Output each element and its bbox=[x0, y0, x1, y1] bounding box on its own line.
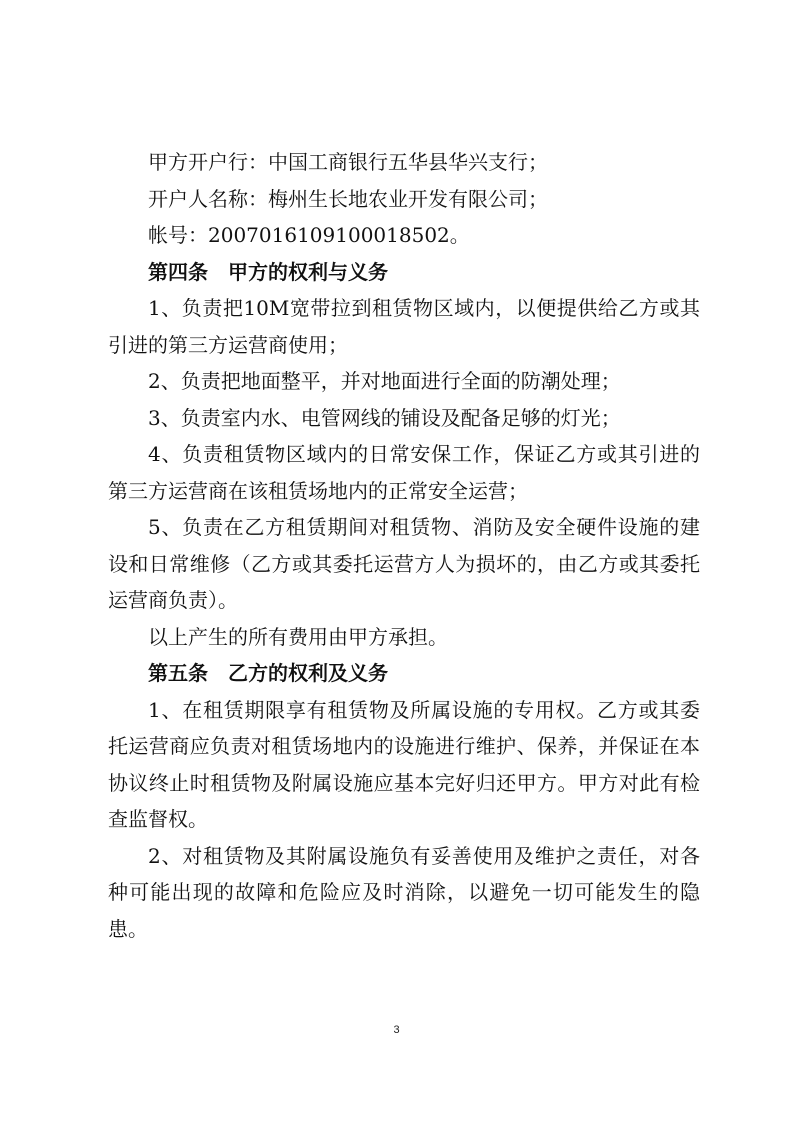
article-4-cost-note: 以上产生的所有费用由甲方承担。 bbox=[148, 624, 448, 649]
article-5-heading: 第五条 乙方的权利及义务 bbox=[148, 661, 388, 685]
article-4-item-3: 3、负责室内水、电管网线的铺设及配备足够的灯光； bbox=[148, 405, 621, 430]
page-number: 3 bbox=[393, 1024, 400, 1036]
bank-line: 甲方开户行：中国工商银行五华县华兴支行； bbox=[148, 150, 548, 174]
account-name-line: 开户人名称：梅州生长地农业开发有限公司； bbox=[148, 186, 548, 211]
article-4-heading: 第四条 甲方的权利与义务 bbox=[148, 259, 388, 284]
account-number-line: 帐号：2007016109100018502。 bbox=[148, 223, 470, 247]
article-4-item-2: 2、负责把地面整平，并对地面进行全面的防潮处理； bbox=[148, 369, 621, 393]
article-4-item-5: 5、负责在乙方租赁期间对租赁物、消防及安全硬件设施的建设和日常维修（乙方或其委托运营方人为损坏的，由乙方或其委托运营商负责）。 bbox=[108, 515, 700, 612]
article-5-item-2: 2、对租赁物及其附属设施负有妥善使用及维护之责任，对各种可能出现的故障和危险应及时消除，以避免一切可能发生的隐患。 bbox=[108, 843, 700, 941]
article-5-item-1: 1、在租赁期限享有租赁物及所属设施的专用权。乙方或其委托运营商应负责对租赁场地内的设施进行维护、保养，并保证在本协议终止时租赁物及附属设施应基本完好归还甲方。甲方对此有检查监督权。 bbox=[108, 697, 700, 831]
article-4-item-4: 4、负责租赁物区域内的日常安保工作，保证乙方或其引进的第三方运营商在该租赁场地内的正常安全运营； bbox=[108, 442, 700, 503]
article-4-item-1: 1、负责把10M宽带拉到租赁物区域内，以便提供给乙方或其引进的第三方运营商使用； bbox=[108, 296, 700, 357]
document-body bbox=[108, 144, 700, 947]
